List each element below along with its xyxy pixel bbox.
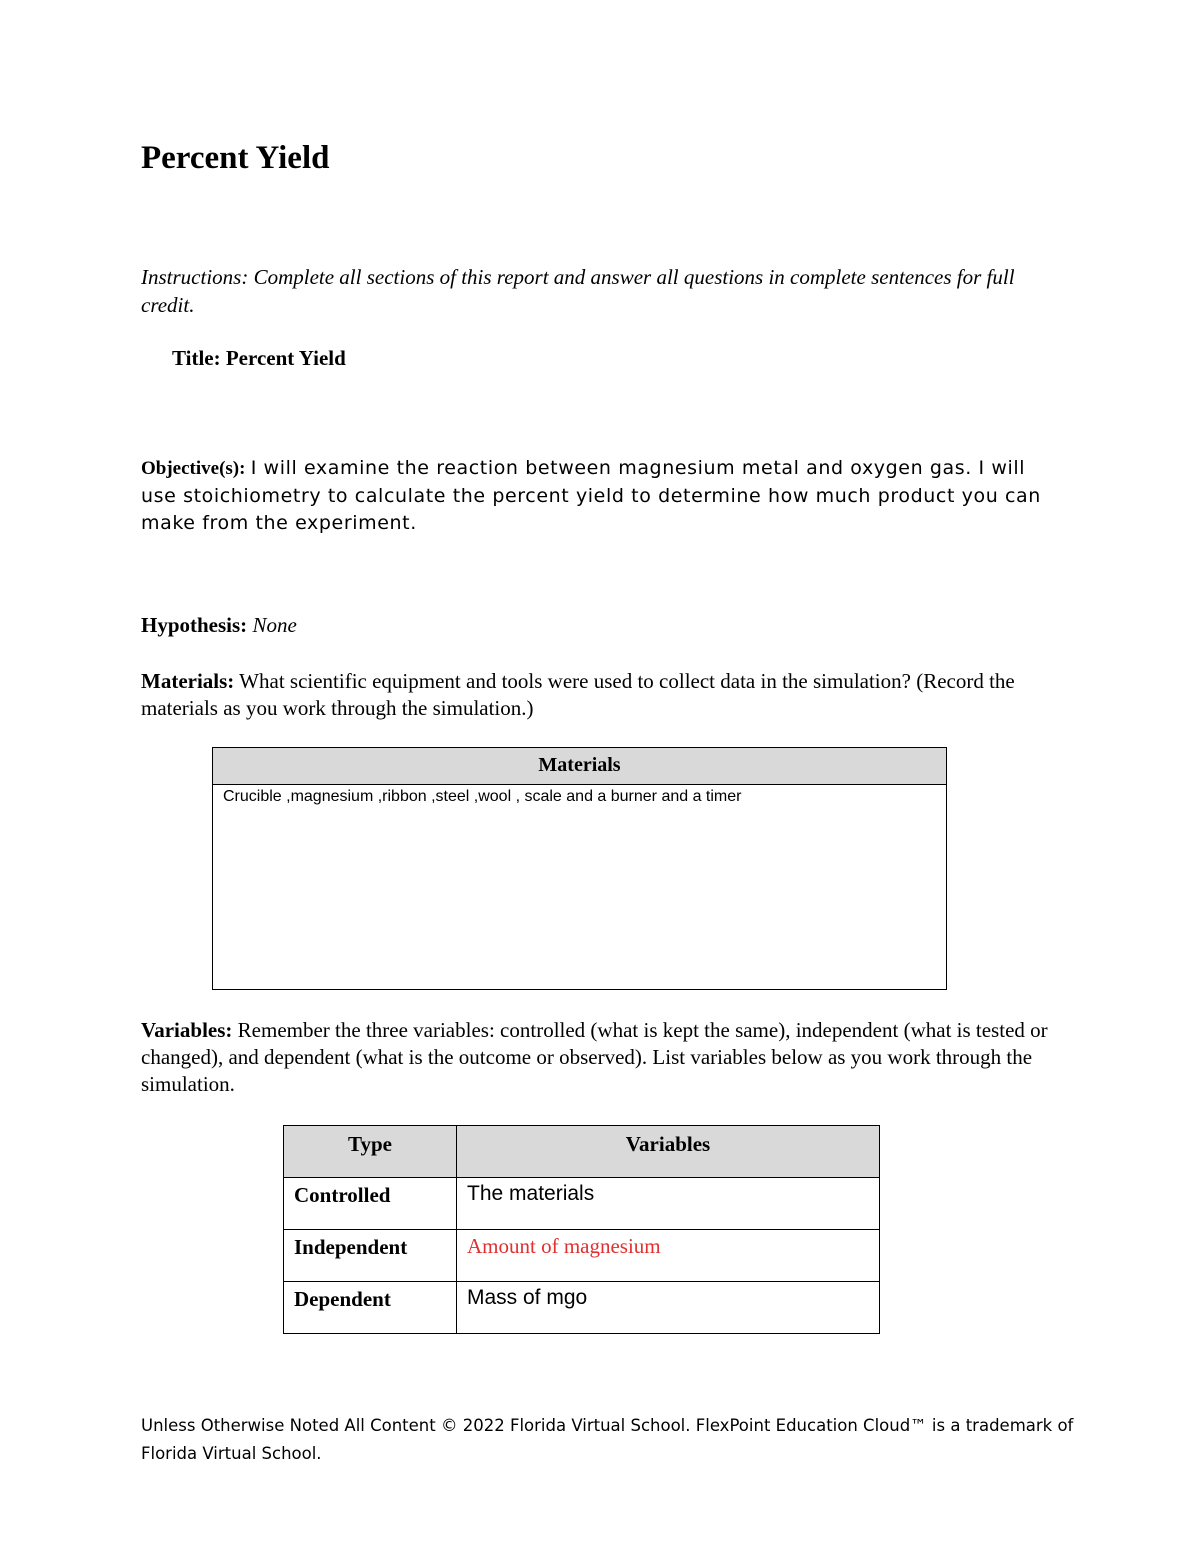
table-row	[284, 1282, 880, 1334]
hypothesis-value: None	[252, 613, 297, 637]
materials-table-header: Materials	[213, 748, 946, 785]
variable-type-controlled: Controlled	[284, 1178, 457, 1230]
materials-table	[212, 747, 947, 990]
hypothesis-label: Hypothesis:	[141, 613, 248, 637]
variable-value-independent[interactable]: Amount of magnesium	[457, 1230, 880, 1282]
objective-section	[141, 454, 1066, 536]
materials-section	[141, 668, 1066, 722]
materials-label: Materials:	[141, 669, 235, 693]
copyright-footer: Unless Otherwise Noted All Content © 2022 Florida Virtual School. FlexPoint Education Cloud™ is a trademark of Florida Virtual School.	[141, 1416, 1074, 1463]
table-row	[284, 1178, 880, 1230]
type-column-header: Type	[284, 1126, 457, 1178]
table-row	[284, 1230, 880, 1282]
variables-label: Variables:	[141, 1018, 233, 1042]
variable-type-independent: Independent	[284, 1230, 457, 1282]
variables-table	[283, 1125, 880, 1334]
variables-prompt-text: Remember the three variables: controlled (what is kept the same), independent (what is tested or changed), and dependent (what is the outcome or observed). List variables below as you work through the simulation.	[141, 1018, 1048, 1096]
variables-section	[141, 1017, 1066, 1098]
hypothesis-section	[141, 613, 297, 638]
materials-prompt-text: What scientific equipment and tools were used to collect data in the simulation? (Record the materials as you work through the simulation.)	[141, 669, 1015, 720]
objective-label: Objective(s):	[141, 458, 246, 479]
page-title: Percent Yield	[141, 140, 330, 176]
variables-column-header: Variables	[457, 1126, 880, 1178]
report-title: Title: Percent Yield	[172, 346, 346, 370]
variable-type-dependent: Dependent	[284, 1282, 457, 1334]
materials-entry[interactable]: Crucible ,magnesium ,ribbon ,steel ,wool , scale and a burner and a timer	[223, 788, 742, 805]
objective-text: I will examine the reaction between magnesium metal and oxygen gas. I will use stoichiometry to calculate the percent yield to determine how much product you can make from the experiment.	[141, 457, 1041, 534]
variable-value-dependent[interactable]: Mass of mgo	[457, 1282, 880, 1334]
variable-value-controlled[interactable]: The materials	[457, 1178, 880, 1230]
variables-table-header-row	[284, 1126, 880, 1178]
instructions-text: Instructions: Complete all sections of this report and answer all questions in complete sentences for full credit.	[141, 265, 1015, 317]
